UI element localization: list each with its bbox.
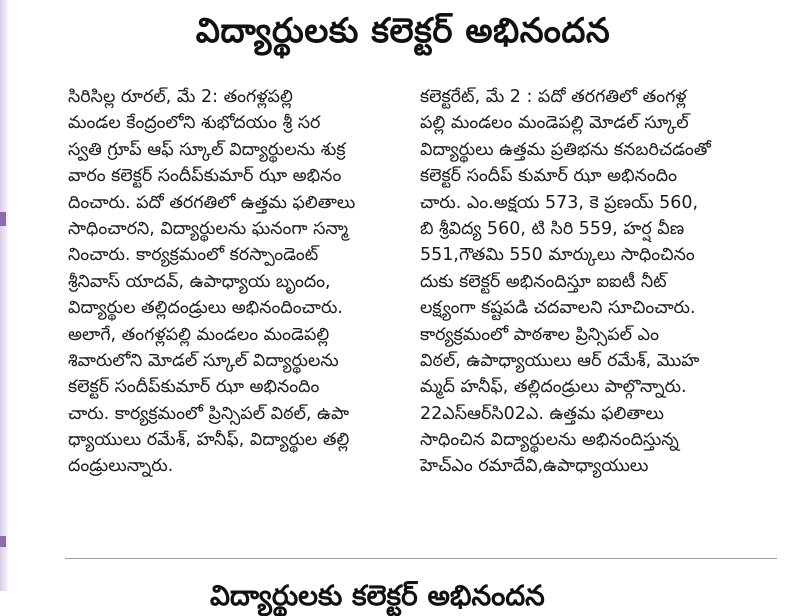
text-line: ధ్యాయులు రమేశ్, హనీఫ్, విద్యార్థుల తల్లి — [68, 430, 350, 451]
article-right-column — [420, 84, 758, 480]
photo-caption-line: హెచ్‌ఎం రమాదేవి,ఉపాధ్యాయులు — [420, 456, 649, 477]
text-line: కలెక్టర్ సందీప్ కుమార్ ఝా అభినందిం — [420, 166, 677, 187]
text-line: చారు. కార్యక్రమంలో ప్రిన్సిపల్ విఠల్, ఉపా — [68, 403, 350, 424]
text-line: నించారు. కార్యక్రమంలో కరస్పాండెంట్ — [68, 245, 319, 266]
next-article-headline: విద్యార్థులకు కలెక్టర్ అభినందన — [210, 579, 545, 612]
text-line: కలెక్టర్ సందీప్‌కుమార్ ఝా అభినందిం — [68, 377, 320, 398]
text-line: దుకు కలెక్టర్ అభినందిస్తూ ఐఐటీ నీట్ — [420, 271, 667, 292]
photo-caption-line: సాధించిన విద్యార్థులను అభినందిస్తున్న — [420, 430, 679, 451]
text-line: బి శ్రీవిద్య 560, టి సిరి 559, హర్ష వీణ — [420, 218, 685, 239]
text-line: సిరిసిల్ల రూరల్, మే 2: తంగళ్లపల్లి — [68, 87, 293, 107]
text-line: విద్యార్థులు ఉత్తమ ప్రతిభను కనబరిచడంతో — [420, 139, 711, 160]
text-line: వారం కలెక్టర్ సందీప్‌కుమార్ ఝా అభినం — [68, 166, 342, 187]
text-line: మండల కేంద్రంలోని శుభోదయం శ్రీ సర — [68, 113, 321, 134]
headline: విద్యార్థులకు కలెక్టర్ అభినందన — [195, 11, 611, 51]
section-divider — [65, 558, 777, 559]
text-line: విద్యార్థుల తల్లిదండ్రులు అభినందించారు. — [68, 298, 343, 319]
text-line: కార్యక్రమంలో పాఠశాల ప్రిన్సిపల్ ఎం — [420, 324, 659, 345]
text-line: విఠల్, ఉపాధ్యాయులు ఆర్ రమేశ్, మొహ — [420, 350, 700, 371]
text-line: కలెక్టరేట్, మే 2 : పదో తరగతిలో తంగళ్ల — [420, 87, 687, 107]
text-line: శ్రీనివాస్ యాదవ్, ఉపాధ్యాయ బృందం, — [68, 271, 331, 292]
text-line: మ్మద్ హనీఫ్, తల్లిదండ్రులు పాల్గొన్నారు. — [420, 377, 687, 398]
text-line: చారు. ఎం.అక్షయ 573, కె ప్రణయ్ 560, — [420, 192, 699, 213]
text-line: స్వతి గ్రూప్ ఆఫ్ స్కూల్ విద్యార్థులను శుక్ర — [68, 139, 346, 160]
edge-marker — [0, 212, 6, 226]
text-line: లక్ష్యంగా కష్టపడి చదవాలని సూచించారు. — [420, 298, 696, 319]
text-line: సాధించారని, విద్యార్థులను ఘనంగా సన్మా — [68, 218, 349, 239]
text-line: దండ్రులున్నారు. — [68, 456, 174, 477]
text-line: అలాగే, తంగళ్లపల్లి మండలం మండెపల్లి — [68, 324, 330, 345]
edge-marker — [0, 536, 6, 547]
photo-caption-line: 22ఎస్ఆర్‌సి02ఎ. ఉత్తమ ఫలితాలు — [420, 403, 664, 424]
text-line: 551,గౌతమి 550 మార్కులు సాధించినం — [420, 245, 695, 266]
article-left-column — [68, 84, 404, 480]
page-left-edge — [0, 0, 9, 591]
text-line: శివారులోని మోడల్ స్కూల్ విద్యార్థులను — [68, 350, 339, 371]
text-line: పల్లి మండలం మండెపల్లి మోడల్ స్కూల్ — [420, 113, 689, 134]
text-line: దించారు. పదో తరగతిలో ఉత్తమ ఫలితాలు — [68, 192, 356, 213]
